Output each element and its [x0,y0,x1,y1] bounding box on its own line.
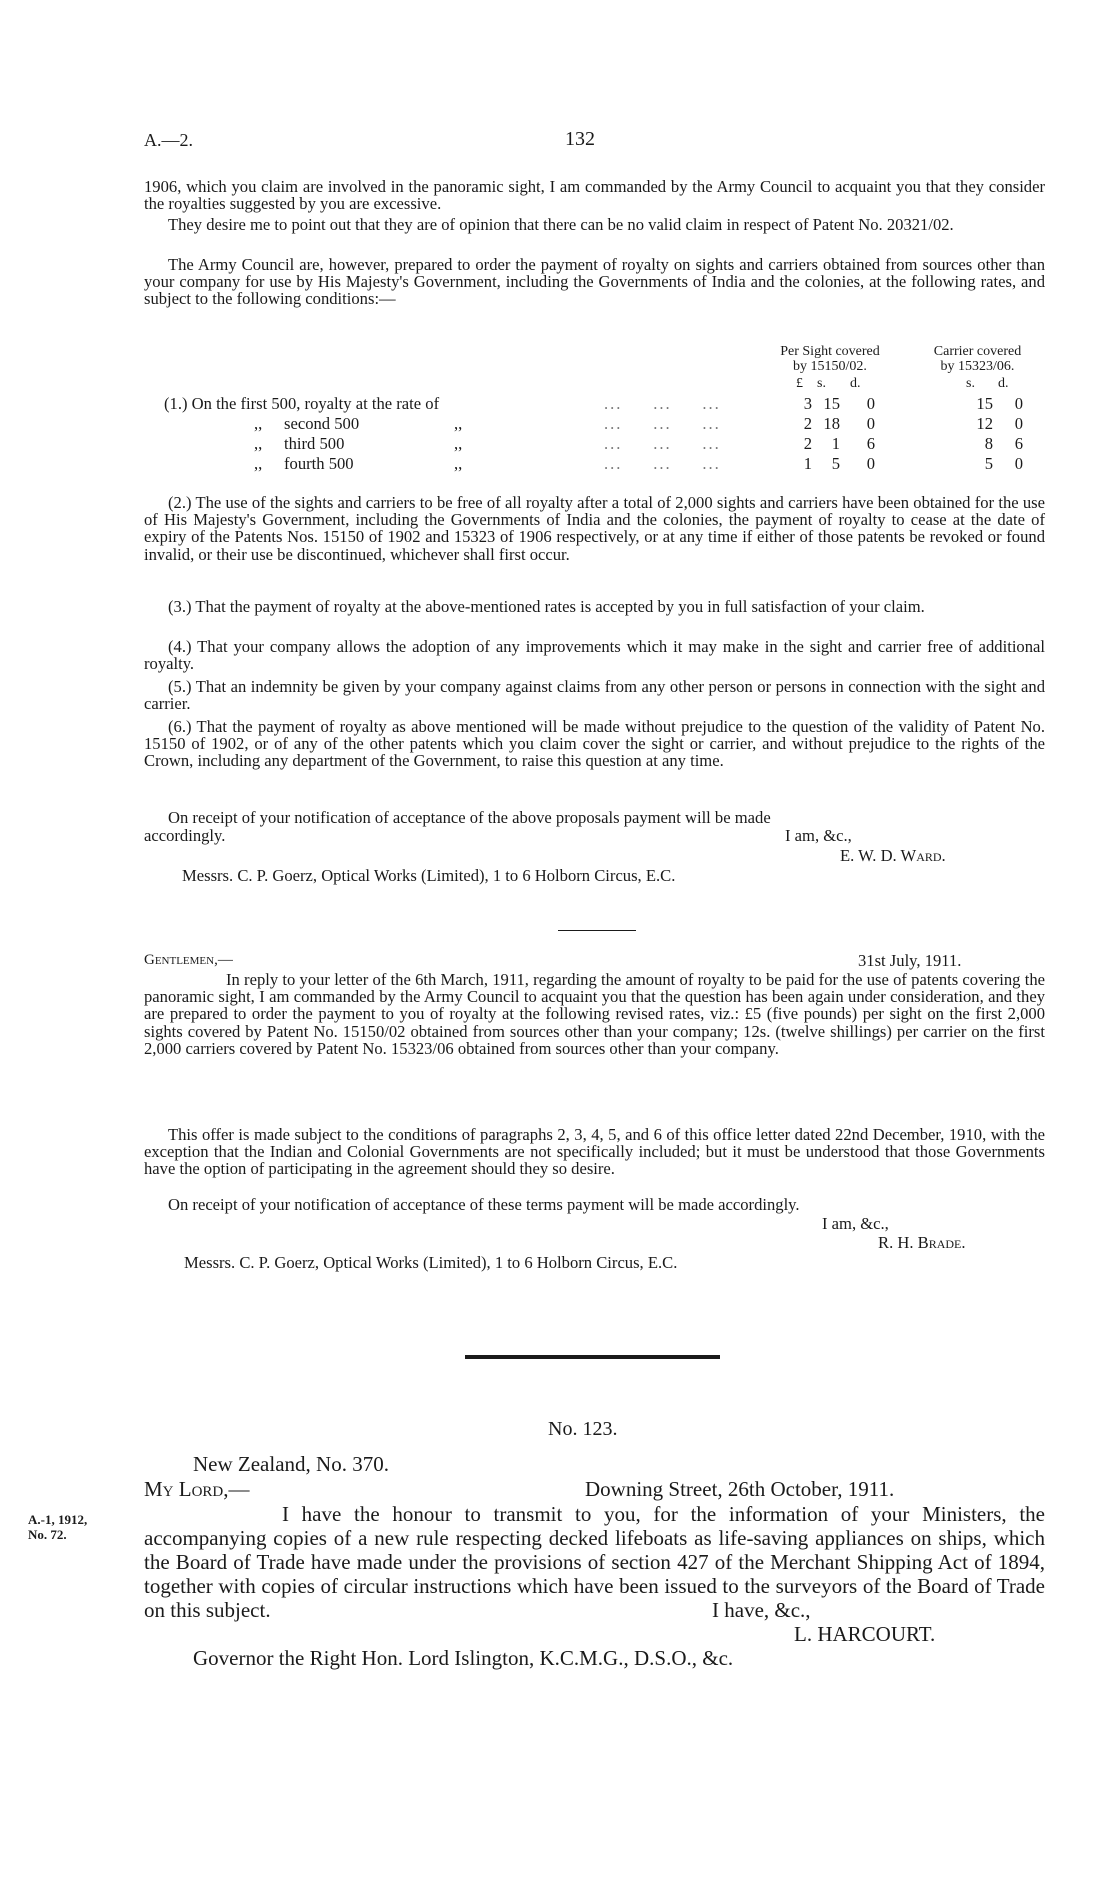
col-head-carrier: Carrier covered by 15323/06. [933,344,1022,374]
letter1-intro: 1906, which you claim are involved in the panoramic sight, I am commanded by the Army Council to acquaint you that they consider the royalties suggested by you are excessive. [144,177,1045,214]
condition-4: (4.) That your company allows the adoption of any improvements which it may make in the sight and carrier free of additional royalty. [144,637,1045,674]
letter2-para-3: On receipt of your notification of acceptance of these terms payment will be made accordingly. [168,1195,800,1214]
page-ref: A.—2. [144,130,193,150]
royalty-table [164,394,1023,474]
divider-thick [465,1355,720,1359]
letter1-addressee: Messrs. C. P. Goerz, Optical Works (Limited), 1 to 6 Holborn Circus, E.C. [182,866,676,885]
letter2-valediction: I am, &c., [822,1214,889,1233]
letter2-date: 31st July, 1911. [858,951,962,970]
letter2-addressee: Messrs. C. P. Goerz, Optical Works (Limited), 1 to 6 Holborn Circus, E.C. [184,1253,678,1272]
letter1-para-2: They desire me to point out that they are of opinion that there can be no valid claim in respect of Patent No. 20321/02. [168,215,954,234]
letter3-body: I have the honour to transmit to you, for the information of your Ministers, the accompanying copies of a new rule respecting decked lifeboats as life-saving appliances on ships, which the Board of Trade have made under the provisions of section 427 of the Merchant Shipping Act of 1894, together with copies of circular instructions which have been issued to the surveyors of the Board of Trade on this subject. [144,1502,1045,1622]
letter3-salutation: My Lord,— [144,1477,250,1501]
letter2-para-2: This offer is made subject to the conditions of paragraphs 2, 3, 4, 5, and 6 of this office letter dated 22nd December, 1910, with the exception that the Indian and Colonial Governments are not specifically included; but it must be understood that those Governments have the option of participating in the agreement should they so desire. [144,1125,1045,1179]
letter1-para-3: The Army Council are, however, prepared to order the payment of royalty on sights and carriers obtained from sources other than your company for use by His Majesty's Government, including the Governments of India and the colonies, at the following rates, and subject to the following conditions:— [144,255,1045,309]
page-number: 132 [565,128,595,150]
table-row: ,, third 500 ,, ... ... ... 2 1 6 8 6 [254,434,1023,453]
table-row: ,, second 500 ,, ... ... ... 2 18 0 12 0 [254,414,1023,433]
col-head-sight: Per Sight covered by 15150/02. [780,344,880,374]
letter1-closing: On receipt of your notification of acceptance of the above proposals payment will be made [168,808,771,827]
letter3-dispatch: New Zealand, No. 370. [193,1452,389,1476]
letter2-signature: R. H. Brade. [878,1233,966,1252]
letter2-salutation: Gentlemen,— [144,952,233,968]
margin-reference: A.-1, 1912, No. 72. [28,1512,88,1542]
table-row: ,, fourth 500 ,, ... ... ... 1 5 0 5 0 [254,454,1023,473]
letter1-signature: E. W. D. Ward. [840,846,946,865]
condition-3: (3.) That the payment of royalty at the above-mentioned rates is accepted by you in full satisfaction of your claim. [168,597,925,616]
letter3-number: No. 123. [548,1418,618,1440]
letter2-para-1: In reply to your letter of the 6th March, 1911, regarding the amount of royalty to be paid for the use of patents covering the panoramic sight, I am commanded by the Army Council to acquaint you that the question has been again under consideration, and they are prepared to order the payment to you of royalty at the following revised rates, viz.: £5 (five pounds) per sight on the first 2,000 sights covered by Patent No. 15150/02 obtained from sources other than your company; 12s. (twelve shillings) per carrier on the first 2,000 carriers covered by Patent No. 15323/06 obtained from sources other than your company. [144,970,1045,1058]
condition-5: (5.) That an indemnity be given by your company against claims from any other person or persons in connection with the sight and carrier. [144,677,1045,714]
letter1-closing-end: accordingly. [144,826,226,845]
letter3-dateline: Downing Street, 26th October, 1911. [585,1477,895,1501]
divider-short [558,930,636,931]
table-row: (1.) On the first 500, royalty at the rate of ... ... ... 3 15 0 15 0 [164,394,1023,413]
letter1-valediction: I am, &c., [785,826,852,845]
condition-6: (6.) That the payment of royalty as above mentioned will be made without prejudice to the question of the validity of Patent No. 15150 of 1902, or of any of the other patents which you claim cover the sight or carrier, and without prejudice to the rights of the Crown, including any department of the Government, to raise this question at any time. [144,717,1045,771]
letter3-addressee: Governor the Right Hon. Lord Islington, K.C.M.G., D.S.O., &c. [193,1646,734,1670]
letter3-signature: L. HARCOURT. [794,1622,936,1646]
letter3-valediction: I have, &c., [712,1598,811,1622]
condition-2: (2.) The use of the sights and carriers to be free of all royalty after a total of 2,000 sights and carriers have been obtained for the use of His Majesty's Government, including the Governments of India and the colonies, the payment of royalty to cease at the date of expiry of the Patents Nos. 15150 of 1902 and 15323 of 1906 respectively, or at any time if either of those patents be revoked or found invalid, or their use be discontinued, whichever shall first occur. [144,493,1045,564]
